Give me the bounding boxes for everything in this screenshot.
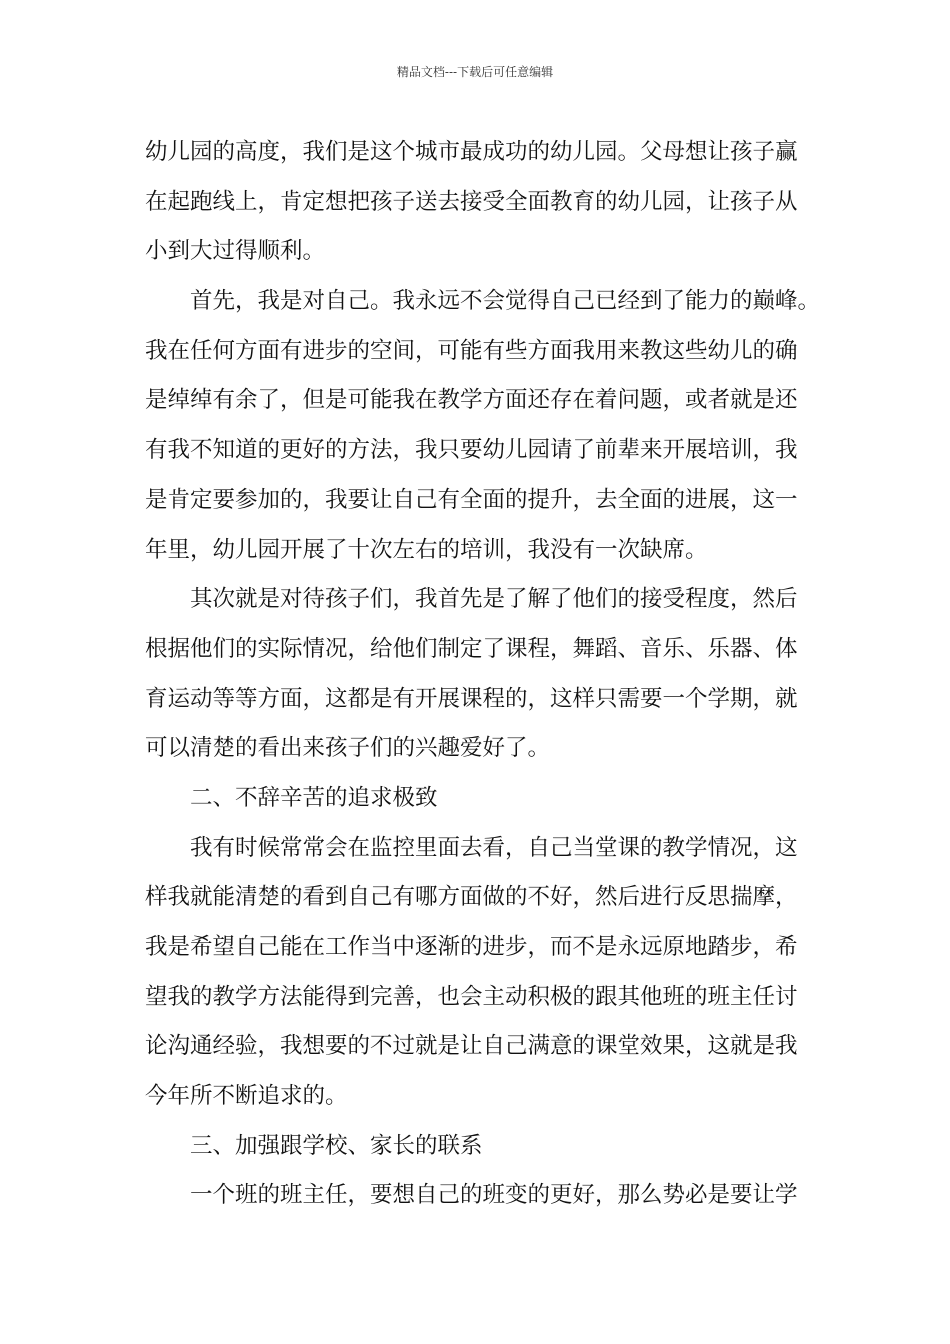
text-line: 在起跑线上，肯定想把孩子送去接受全面教育的幼儿园，让孩子从 <box>145 188 798 215</box>
text-line: 我是希望自己能在工作当中逐渐的进步，而不是永远原地踏步，希 <box>145 934 798 960</box>
text-line: 二、不辞辛苦的追求极致 <box>190 784 438 811</box>
page-header: 精品文档---下载后可任意编辑 <box>396 65 554 79</box>
document-body <box>145 128 821 1221</box>
text-line: 幼儿园的高度，我们是这个城市最成功的幼儿园。父母想让孩子赢 <box>145 139 798 165</box>
text-line: 是绰绰有余了，但是可能我在教学方面还存在着问题，或者就是还 <box>145 387 798 414</box>
text-line: 可以清楚的看出来孩子们的兴趣爱好了。 <box>145 735 551 762</box>
text-line: 其次就是对待孩子们，我首先是了解了他们的接受程度，然后 <box>190 586 798 613</box>
text-line: 望我的教学方法能得到完善，也会主动积极的跟其他班的班主任讨 <box>145 983 798 1010</box>
text-line: 我有时候常常会在监控里面去看，自己当堂课的教学情况，这 <box>190 834 798 861</box>
text-line: 三、加强跟学校、家长的联系 <box>190 1132 483 1159</box>
text-line: 今年所不断追求的。 <box>145 1083 348 1110</box>
text-line: 年里，幼儿园开展了十次左右的培训，我没有一次缺席。 <box>145 536 708 563</box>
text-line: 一个班的班主任，要想自己的班变的更好，那么势必是要让学 <box>190 1182 798 1209</box>
text-line: 论沟通经验，我想要的不过就是让自己满意的课堂效果，这就是我 <box>145 1033 798 1060</box>
text-line: 我在任何方面有进步的空间，可能有些方面我用来教这些幼儿的确 <box>145 337 798 364</box>
text-line: 首先，我是对自己。我永远不会觉得自己已经到了能力的巅峰。 <box>190 288 821 315</box>
text-line: 是肯定要参加的，我要让自己有全面的提升，去全面的进展，这一 <box>145 486 798 513</box>
text-line: 有我不知道的更好的方法，我只要幼儿园请了前辈来开展培训，我 <box>145 437 798 464</box>
text-line: 根据他们的实际情况，给他们制定了课程，舞蹈、音乐、乐器、体 <box>145 635 798 662</box>
text-line: 样我就能清楚的看到自己有哪方面做的不好，然后进行反思揣摩， <box>145 884 798 911</box>
text-line: 小到大过得顺利。 <box>145 238 326 265</box>
text-line: 育运动等等方面，这都是有开展课程的，这样只需要一个学期，就 <box>145 685 798 712</box>
